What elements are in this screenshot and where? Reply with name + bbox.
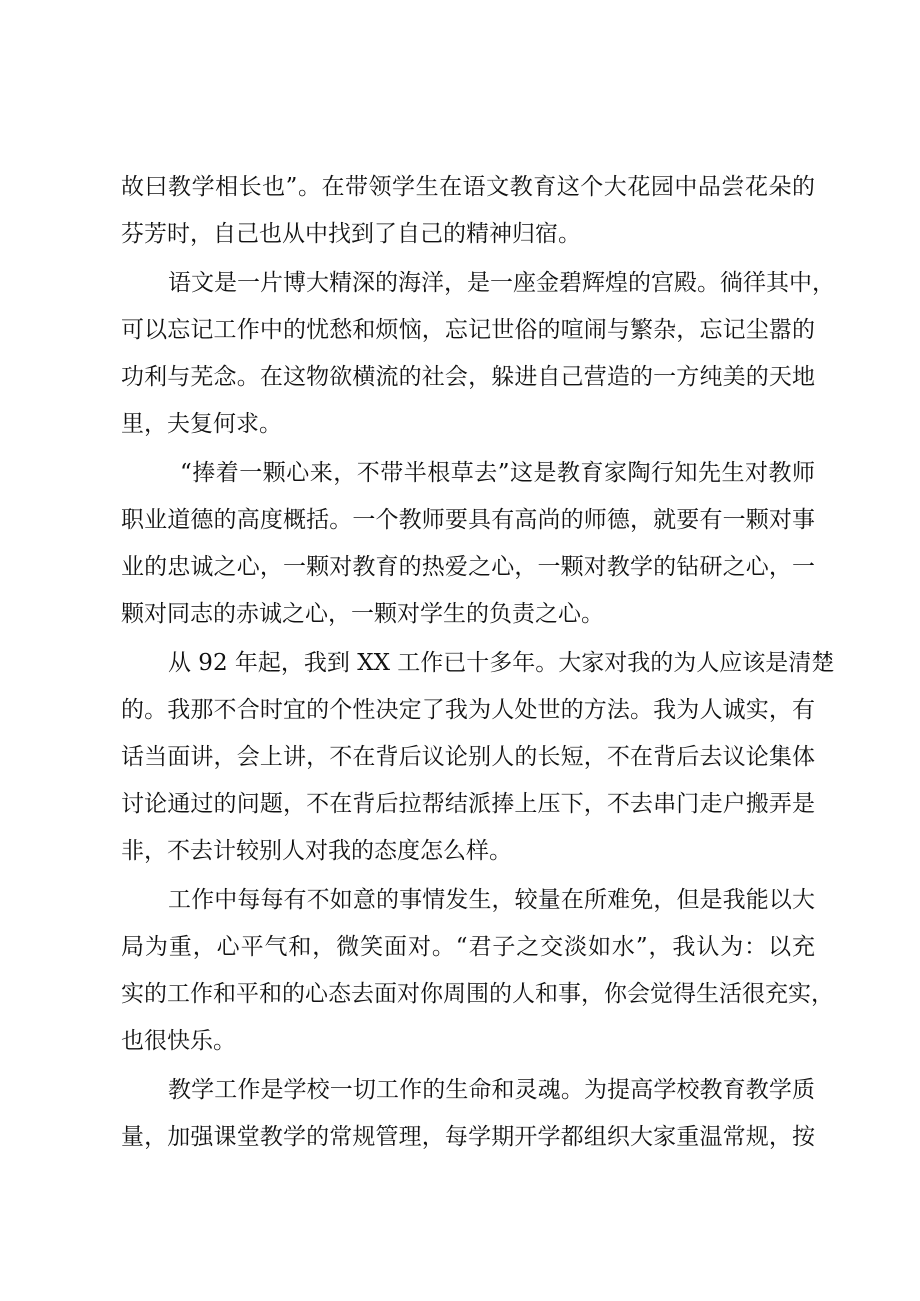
text-line: 量，加强课堂教学的常规管理，每学期开学都组织大家重温常规，按 [121,1124,815,1150]
text-line: 故曰教学相长也”。在带领学生在语文教育这个大花园中品尝花朵的 [121,174,815,200]
text-line: 里，夫复何求。 [121,411,282,437]
text-line: 芬芳时，自己也从中找到了自己的精神归宿。 [121,221,581,247]
text-line: 的。我那不合时宜的个性决定了我为人处世的方法。我为人诚实，有 [121,697,815,723]
text-line: 功利与芜念。在这物欲横流的社会，躲进自己营造的一方纯美的天地 [121,364,815,390]
text-line: 工作中每每有不如意的事情发生，较量在所难免，但是我能以大 [168,887,815,913]
text-line: 非，不去计较别人对我的态度怎么样。 [121,838,512,864]
text-line: 实的工作和平和的心态去面对你周围的人和事，你会觉得生活很充实， [121,981,834,1007]
text-line: 职业道德的高度概括。一个教师要具有高尚的师德，就要有一颗对事 [121,507,815,533]
text-line: 也很快乐。 [121,1028,236,1054]
text-line: 从 92 年起，我到 XX 工作已十多年。大家对我的为人应该是清楚 [168,650,835,676]
text-line: 话当面讲，会上讲，不在背后议论别人的长短，不在背后去议论集体 [121,744,815,770]
text-line: 教学工作是学校一切工作的生命和灵魂。为提高学校教育教学质 [168,1077,815,1103]
text-line: 可以忘记工作中的忧愁和烦恼，忘记世俗的喧闹与繁杂，忘记尘嚣的 [121,317,815,343]
text-line: 语文是一片博大精深的海洋，是一座金碧辉煌的宫殿。徜徉其中， [168,270,835,296]
text-line: 颗对同志的赤诚之心，一颗对学生的负责之心。 [121,601,604,627]
text-line: 讨论通过的问题，不在背后拉帮结派捧上压下，不去串门走户搬弄是 [121,791,815,817]
text-line: 局为重，心平气和，微笑面对。“君子之交淡如水”，我认为：以充 [121,934,815,960]
text-line: “捧着一颗心来，不带半根草去”这是教育家陶行知先生对教师 [180,460,815,486]
text-line: 业的忠诚之心，一颗对教育的热爱之心，一颗对教学的钻研之心，一 [121,554,815,580]
